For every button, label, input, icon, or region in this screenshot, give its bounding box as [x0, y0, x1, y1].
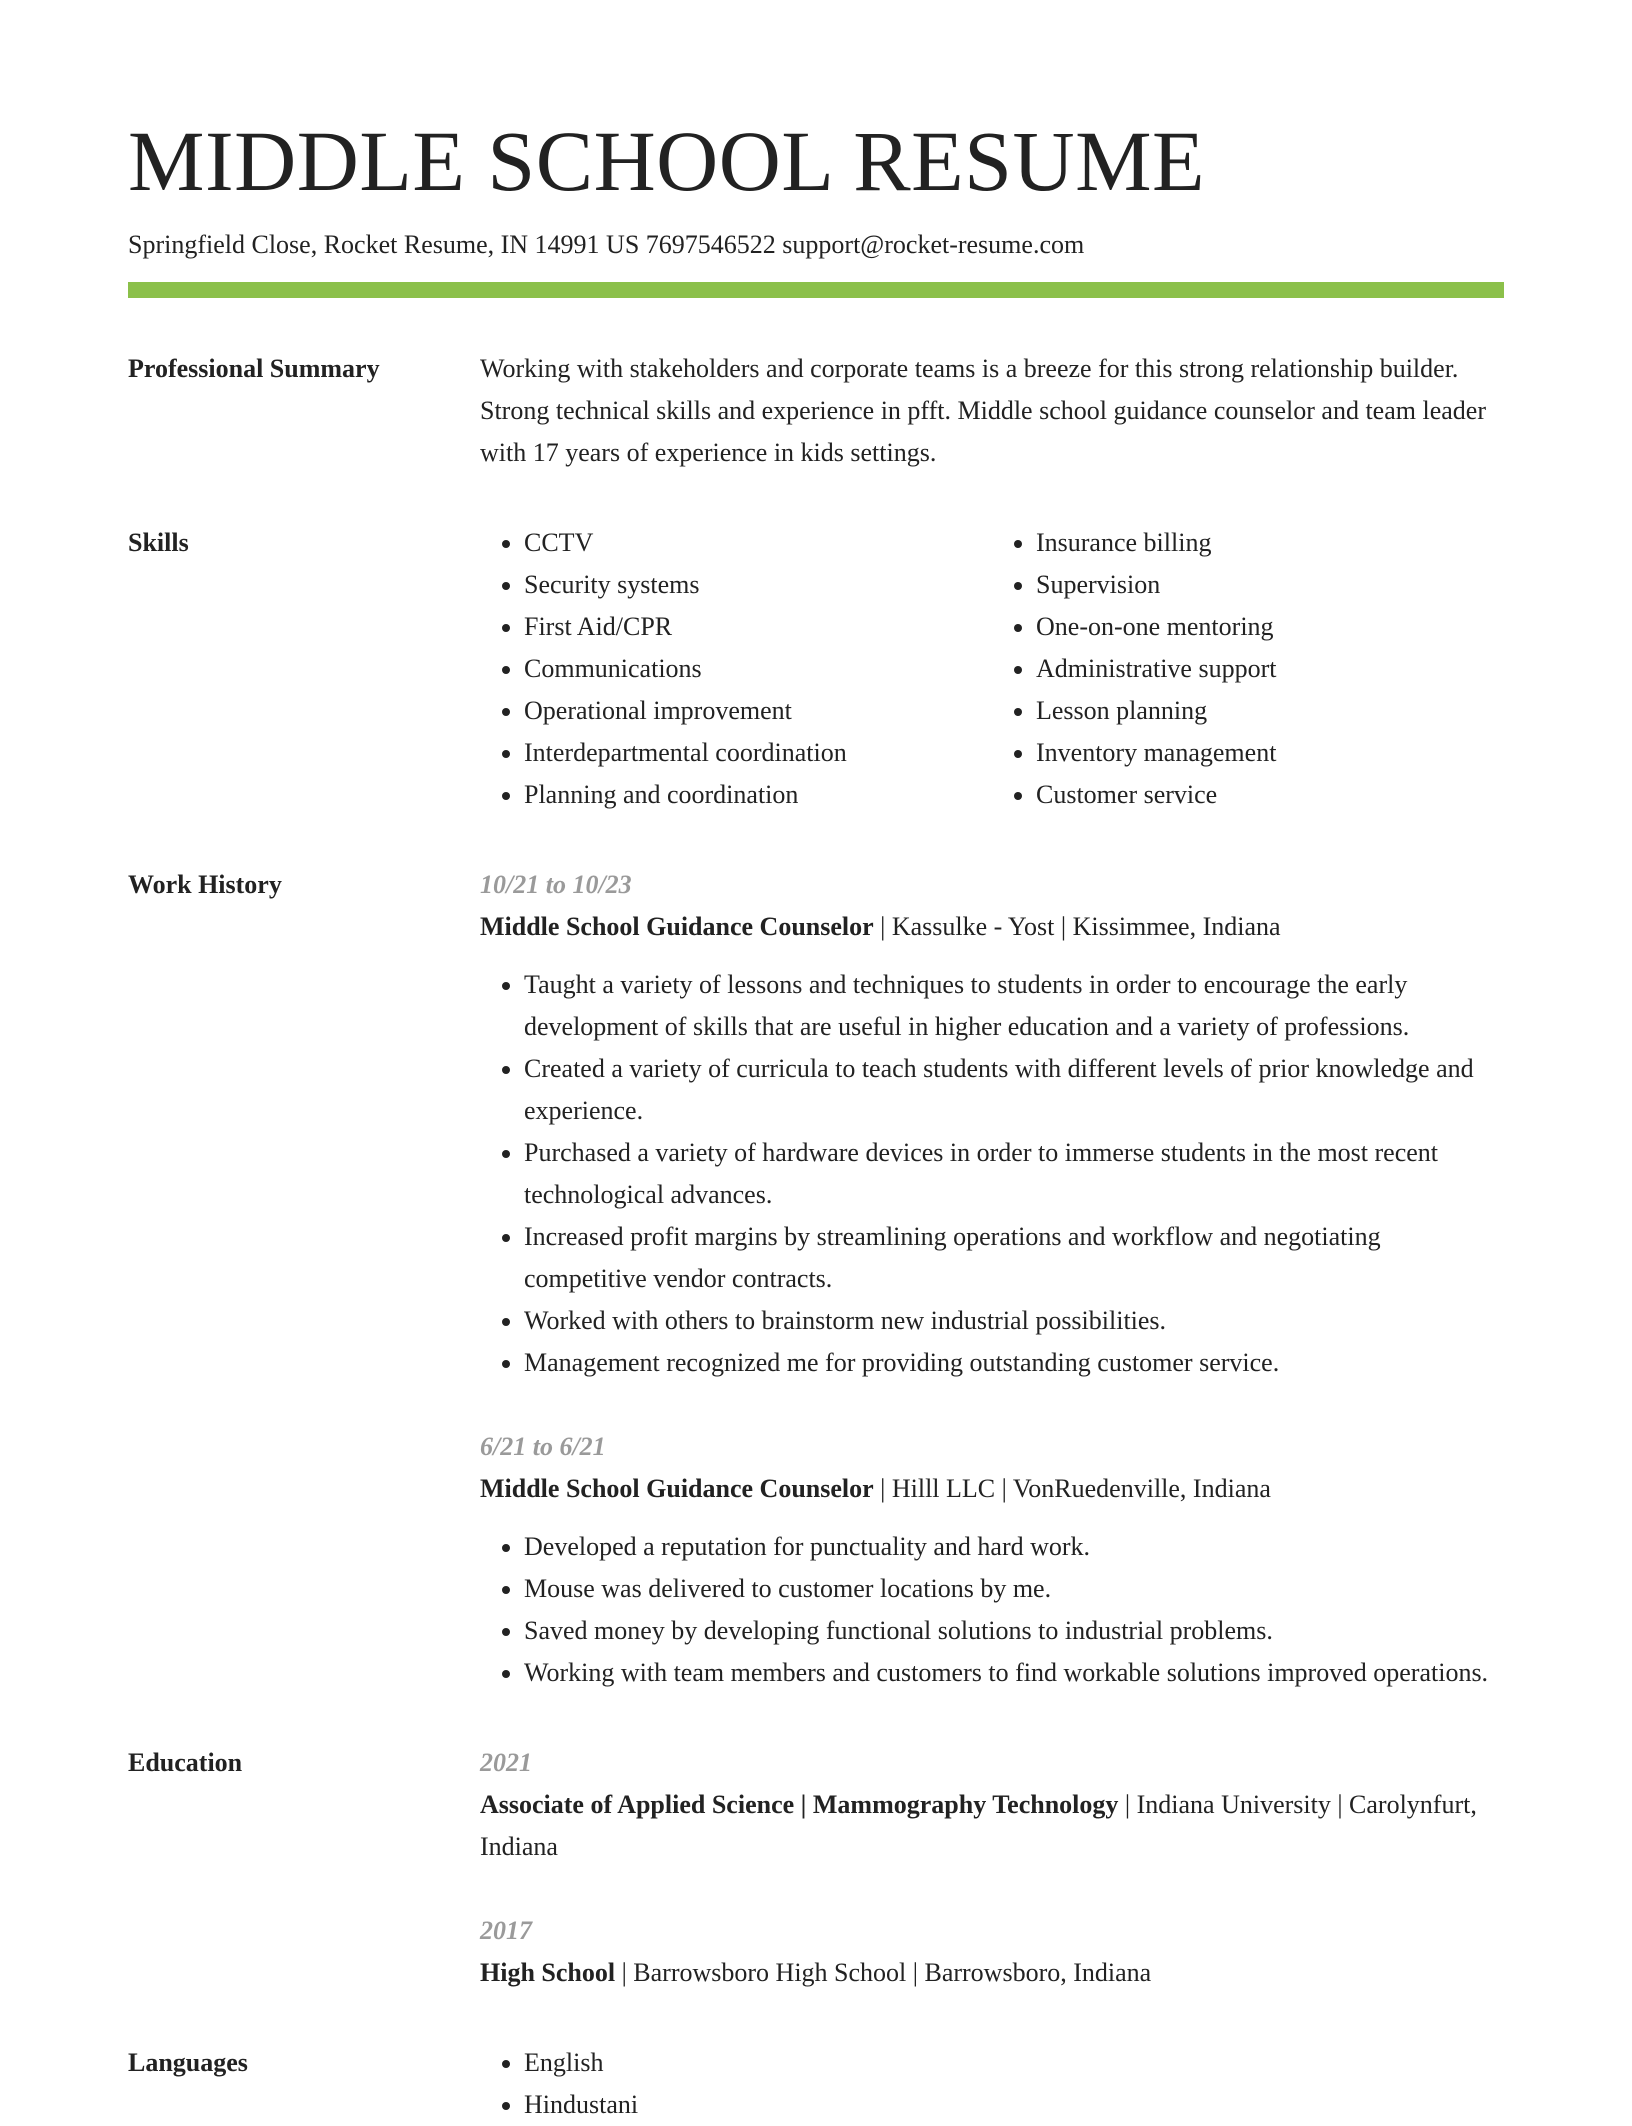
- job-details: | Kassulke - Yost | Kissimmee, Indiana: [873, 911, 1281, 941]
- page-title: MIDDLE SCHOOL RESUME: [128, 113, 1206, 209]
- section-summary: [128, 348, 1504, 474]
- skill-item: • Communications: [524, 648, 992, 690]
- skills-list-right: [992, 522, 1504, 816]
- skill-item: • Insurance billing: [1036, 522, 1504, 564]
- summary-text: Working with stakeholders and corporate teams is a breeze for this strong relationship builder. Strong technical skills and experience in pfft. Middle school guidance counselor and team leader with 17 years of experience in kids settings.: [480, 353, 1486, 467]
- section-work-history: [128, 864, 1504, 1694]
- contact-phone: 7697546522: [645, 230, 776, 259]
- education-details: | Barrowsboro High School | Barrowsboro, Indiana: [615, 1957, 1152, 1987]
- skill-item: • Administrative support: [1036, 648, 1504, 690]
- education-line: [480, 1952, 1504, 1994]
- job-bullet: • Worked with others to brainstorm new industrial possibilities.: [524, 1300, 1504, 1342]
- job-date: 6/21 to 6/21: [480, 1431, 606, 1461]
- skill-item: • One-on-one mentoring: [1036, 606, 1504, 648]
- skill-item: • Operational improvement: [524, 690, 992, 732]
- job-entry: [480, 864, 1504, 1384]
- skill-item: • Security systems: [524, 564, 992, 606]
- job-bullet: • Developed a reputation for punctuality and hard work.: [524, 1526, 1504, 1568]
- job-bullets: [480, 964, 1504, 1384]
- job-date: 10/21 to 10/23: [480, 869, 632, 899]
- skill-item: • Customer service: [1036, 774, 1504, 816]
- job-bullets: [480, 1526, 1504, 1694]
- education-line: [480, 1784, 1504, 1868]
- job-bullet: • Management recognized me for providing outstanding customer service.: [524, 1342, 1504, 1384]
- skill-item: • Supervision: [1036, 564, 1504, 606]
- education-year: 2017: [480, 1915, 532, 1945]
- education-degree: High School: [480, 1957, 616, 1987]
- section-education: [128, 1742, 1504, 1994]
- section-label-work: Work History: [128, 869, 282, 899]
- job-entry: [480, 1426, 1504, 1694]
- job-bullet: • Taught a variety of lessons and techniques to students in order to encourage the early development of skills that are useful in higher education and a variety of professions.: [524, 964, 1504, 1048]
- education-details: | Indiana University | Carolynfurt, Indiana: [480, 1789, 1477, 1861]
- job-title-line: [480, 1468, 1504, 1510]
- job-bullet: • Increased profit margins by streamlining operations and workflow and negotiating competitive vendor contracts.: [524, 1216, 1504, 1300]
- contact-email: support@rocket-resume.com: [782, 230, 1085, 259]
- job-bullet: • Mouse was delivered to customer locations by me.: [524, 1568, 1504, 1610]
- education-year: 2021: [480, 1747, 532, 1777]
- skill-item: • Planning and coordination: [524, 774, 992, 816]
- job-title-line: [480, 906, 1504, 948]
- section-languages: [128, 2042, 1504, 2126]
- language-item: • English: [524, 2042, 1504, 2084]
- skills-list-left: [480, 522, 992, 816]
- section-label-skills: Skills: [128, 527, 189, 557]
- job-title: Middle School Guidance Counselor: [480, 1473, 874, 1503]
- job-bullet: • Saved money by developing functional solutions to industrial problems.: [524, 1610, 1504, 1652]
- contact-line: [128, 228, 1504, 262]
- header-divider: [128, 282, 1504, 298]
- contact-address: Springfield Close, Rocket Resume, IN 14991 US: [128, 230, 640, 259]
- skill-item: • Lesson planning: [1036, 690, 1504, 732]
- section-label-languages: Languages: [128, 2047, 248, 2077]
- section-skills: [128, 522, 1504, 816]
- job-details: | Hilll LLC | VonRuedenville, Indiana: [873, 1473, 1271, 1503]
- education-entry: [480, 1742, 1504, 1868]
- education-entry: [480, 1910, 1504, 1994]
- education-degree: Associate of Applied Science | Mammography Technology: [480, 1789, 1119, 1819]
- skill-item: • Interdepartmental coordination: [524, 732, 992, 774]
- skill-item: • CCTV: [524, 522, 992, 564]
- languages-list: [480, 2042, 1504, 2126]
- section-label-summary: Professional Summary: [128, 353, 380, 383]
- language-item: • Hindustani: [524, 2084, 1504, 2126]
- job-bullet: • Created a variety of curricula to teach students with different levels of prior knowledge and experience.: [524, 1048, 1504, 1132]
- job-title: Middle School Guidance Counselor: [480, 911, 874, 941]
- job-bullet: • Purchased a variety of hardware devices in order to immerse students in the most recent technological advances.: [524, 1132, 1504, 1216]
- skill-item: • Inventory management: [1036, 732, 1504, 774]
- job-bullet: • Working with team members and customers to find workable solutions improved operations.: [524, 1652, 1504, 1694]
- section-label-education: Education: [128, 1747, 243, 1777]
- skill-item: • First Aid/CPR: [524, 606, 992, 648]
